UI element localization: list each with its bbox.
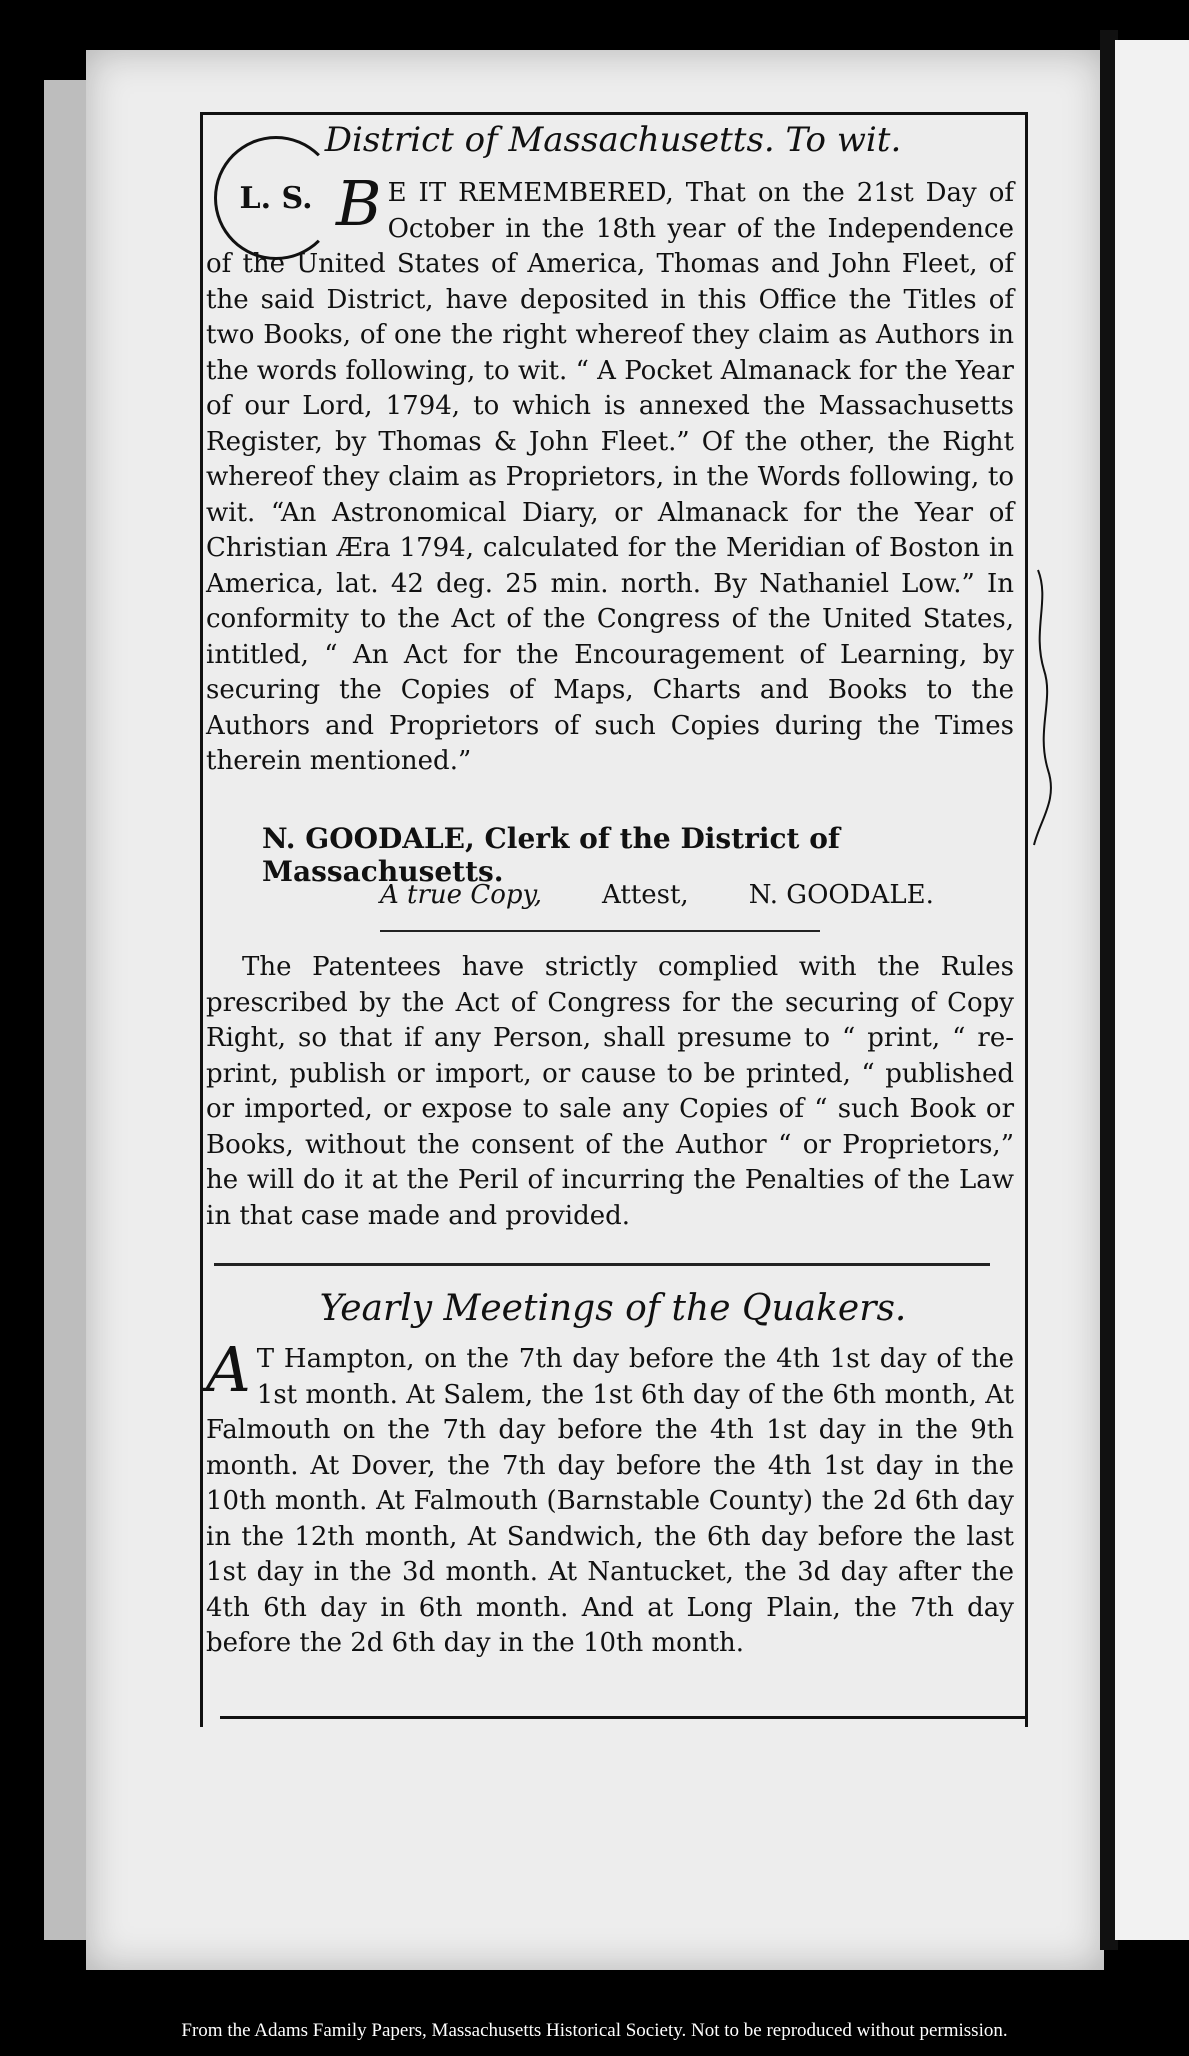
- attest-name: N. GOODALE.: [748, 880, 934, 910]
- quakers-paragraph: [206, 1333, 1014, 1662]
- attest-line: [380, 880, 1020, 910]
- divider-short: [380, 930, 820, 932]
- divider-long: [214, 1263, 990, 1266]
- document-heading: District of Massachusetts. To wit.: [324, 120, 902, 160]
- page-edge: [44, 80, 88, 1940]
- dropcap-a: A: [206, 1333, 251, 1406]
- dropcap-b: B: [336, 167, 382, 240]
- patentees-text: The Patentees have strictly complied with the Rules prescribed by the Act of Congress for the securing of Copy Right, so that if any Person, shall presume to “ print, “ re-print, publish or import, or cause to be printed, “ published or imported, or expose to sale any Copies of “ such Book or Books, without the consent of the Author “ or Proprietors,” he will do it at the Peril of incurring the Penalties of the Law in that case made and provided.: [206, 952, 1014, 1231]
- attest-label: Attest,: [602, 880, 689, 910]
- clerk-signature-line: N. GOODALE, Clerk of the District of Massachusetts.: [262, 822, 840, 888]
- handwritten-bracket-mark: [1030, 560, 1070, 850]
- patentees-paragraph: [206, 950, 1014, 1234]
- printed-border-bottom: [220, 1716, 1026, 1719]
- quakers-text: T Hampton, on the 7th day before the 4th 1st day of the 1st month. At Salem, the 1st 6th day of the 6th month, At Falmouth on the 7th day before the 4th 1st day in the 9th month. At Dover, the 7th day before the 4th 1st day in the 10th month. At Falmouth (Barnstable County) the 2d 6th day in the 12th month, At Sandwich, the 6th day before the last 1st day in the 3d month. At Nantucket, the 3d day after the 4th 6th day in 6th month. And at Long Plain, the 7th day before the 2d 6th day in the 10th month.: [206, 1344, 1014, 1658]
- quakers-heading: Yearly Meetings of the Quakers.: [319, 1288, 907, 1329]
- adjacent-page-edge: [1115, 40, 1189, 1940]
- seal-label: L. S.: [239, 180, 313, 216]
- copyright-paragraph: [206, 167, 1014, 780]
- permission-footer: From the Adams Family Papers, Massachusetts Historical Society. Not to be reproduced without permission.: [181, 2020, 1008, 2041]
- copyright-text: E IT REMEMBERED, That on the 21st Day of October in the 18th year of the Independence of the United States of America, Thomas and John Fleet, of the said District, have deposited in this Office the Titles of two Books, of one the right whereof they claim as Authors in the words following, to wit. “ A Pocket Almanack for the Year of our Lord, 1794, to which is annexed the Massachusetts Register, by Thomas & John Fleet.” Of the other, the Right whereof they claim as Proprietors, in the Words following, to wit. “An Astronomical Diary, or Almanack for the Year of Christian Æra 1794, calculated for the Meridian of Boston in America, lat. 42 deg. 25 min. north. By Nathaniel Low.” In conformity to the Act of the Congress of the United States, intitled, “ An Act for the Encouragement of Learning, by securing the Copies of Maps, Charts and Books to the Authors and Proprietors of such Copies during the Times therein mentioned.”: [206, 178, 1014, 776]
- true-copy-label: A true Copy,: [380, 880, 543, 910]
